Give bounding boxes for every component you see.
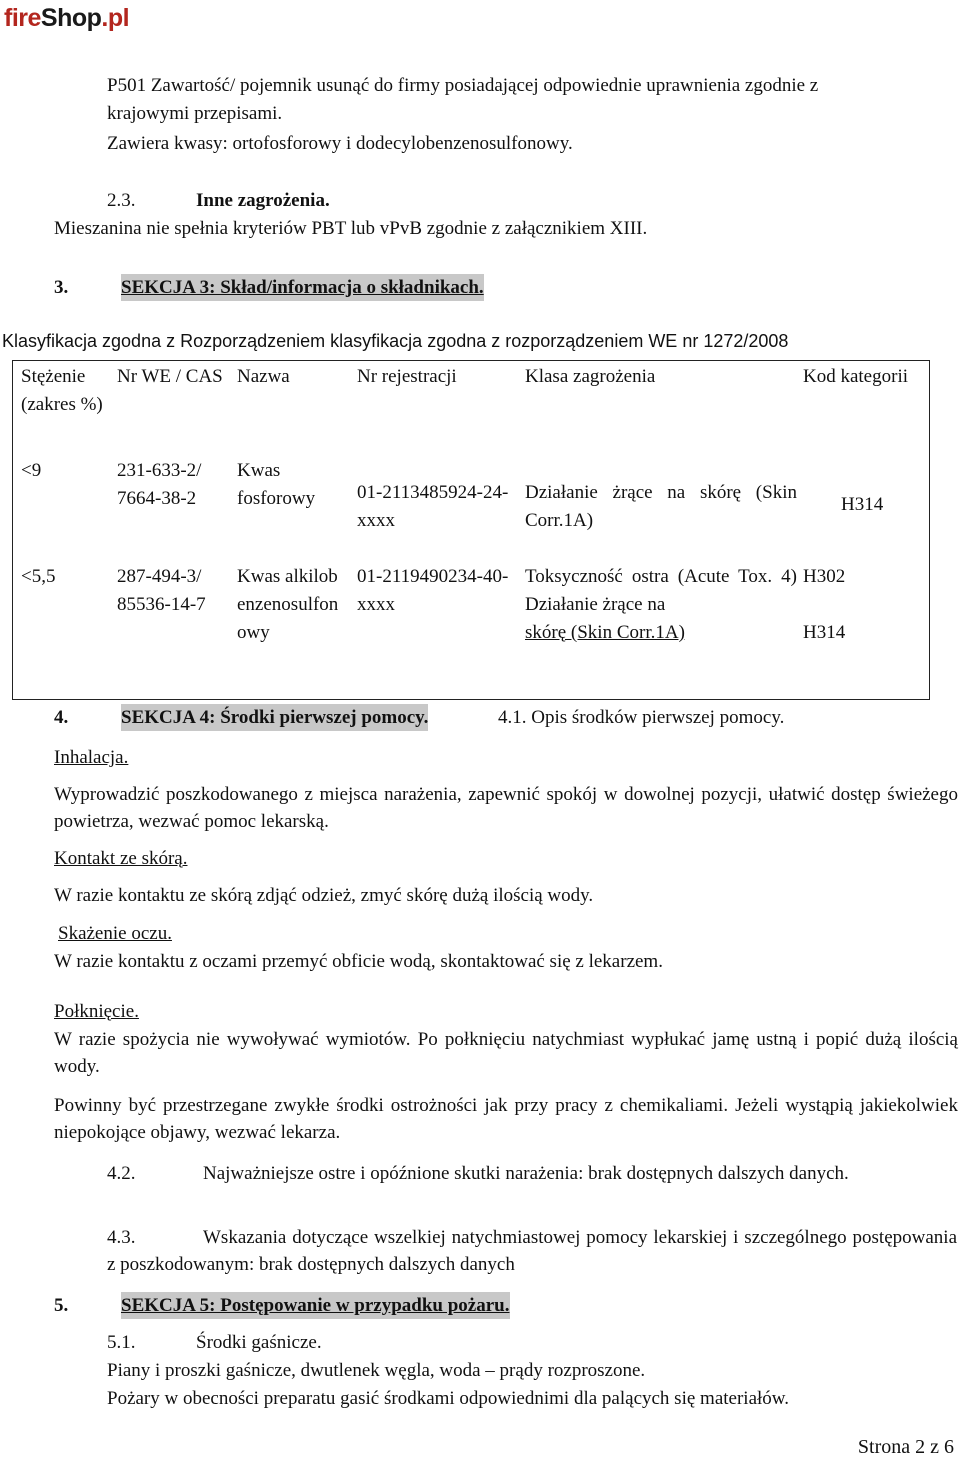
header-registration: Nr rejestracji bbox=[357, 366, 457, 387]
row2-name: Kwas alkilobenzenosulfonowy bbox=[237, 566, 339, 643]
row1-registration: 01-2113485924-24-xxxx bbox=[357, 482, 509, 531]
row2-code-h302: H302 bbox=[803, 566, 846, 587]
row2-concentration: <5,5 bbox=[21, 566, 56, 587]
page-number: Strona 2 z 6 bbox=[857, 1436, 954, 1458]
section-4-title: SEKCJA 4: Środki pierwszej pomocy. bbox=[121, 704, 428, 731]
extinguishing-line1: Piany i proszki gaśnicze, dwutlenek węgla, woda – prądy rozproszone. bbox=[107, 1360, 646, 1381]
section-3-title: SEKCJA 3: Skład/informacja o składnikach. bbox=[121, 274, 484, 301]
row2-number: 287-494-3/ 85536-14-7 bbox=[117, 566, 206, 615]
inhalation-text: Wyprowadzić poszkodowanego z miejsca narażenia, zapewnić spokój w dowolnej pozycji, ułatwić dostęp świeżego powietrza, wezwać pomoc lekarską. bbox=[54, 784, 958, 832]
section-2-3-title: Inne zagrożenia. bbox=[196, 190, 330, 211]
swallowing-heading: Połknięcie. bbox=[54, 1001, 139, 1022]
section-2-3-text: Mieszanina nie spełnia kryteriów PBT lub vPvB zgodnie z załącznikiem XIII. bbox=[54, 218, 648, 239]
section-4-2-text: Najważniejsze ostre i opóźnione skutki narażenia: brak dostępnych dalszych danych. bbox=[203, 1163, 849, 1184]
inhalation-heading: Inhalacja. bbox=[54, 747, 129, 768]
header-concentration: Stężenie (zakres %) bbox=[21, 366, 103, 415]
skin-contact-heading: Kontakt ze skórą. bbox=[54, 848, 188, 869]
section-4-3-number: 4.3. bbox=[107, 1227, 136, 1248]
section-2-3-number: 2.3. bbox=[107, 190, 136, 211]
swallowing-text bbox=[54, 1026, 958, 1080]
section-3-number: 3. bbox=[54, 277, 69, 298]
row2-registration: 01-2119490234-40-xxxx bbox=[357, 566, 509, 615]
p501-line2: krajowymi przepisami. bbox=[107, 103, 283, 124]
header-number: Nr WE / CAS bbox=[117, 366, 223, 387]
header-hazard: Klasa zagrożenia bbox=[525, 366, 656, 387]
logo-part-domain: .pl bbox=[101, 4, 130, 32]
logo-part-fire: fire bbox=[4, 4, 41, 32]
fireshop-logo bbox=[4, 3, 129, 33]
row1-hazard: Działanie żrące na skórę (Skin Corr.1A) bbox=[525, 482, 797, 531]
row1-name: Kwas fosforowy bbox=[237, 460, 316, 509]
swallowing-text-a: W razie spożycia nie wywoływać wymiotów. bbox=[54, 1029, 411, 1050]
eye-contact-text: W razie kontaktu z oczami przemyć obficie wodą, skontaktować się z lekarzem. bbox=[54, 951, 663, 972]
section-5-title: SEKCJA 5: Postępowanie w przypadku pożaru. bbox=[121, 1292, 510, 1319]
p501-line1: P501 Zawartość/ pojemnik usunąć do firmy posiadającej odpowiednie uprawnienia zgodnie z bbox=[107, 75, 819, 96]
header-name: Nazwa bbox=[237, 366, 290, 387]
row1-code-h314: H314 bbox=[841, 494, 884, 515]
header-code: Kod kategorii bbox=[803, 366, 909, 387]
section-5-1-number: 5.1. bbox=[107, 1332, 136, 1353]
row2-code-h314: H314 bbox=[803, 622, 846, 643]
classification-note: Klasyfikacja zgodna z Rozporządzeniem klasyfikacja zgodna z rozporządzeniem WE nr 1272/2008 bbox=[2, 331, 789, 351]
section-4-3-text: Wskazania dotyczące wszelkiej natychmiastowej pomocy lekarskiej i szczególnego postępowania z poszkodowanym: brak dostępnych dalszych danych bbox=[107, 1227, 957, 1275]
composition-table bbox=[12, 360, 930, 700]
general-caution-text: Powinny być przestrzegane zwykłe środki ostrożności jak przy pracy z chemikaliami. Jeżeli wystąpią jakiekolwiek niepokojące objawy, wezwać lekarza. bbox=[54, 1095, 958, 1143]
row1-number: 231-633-2/ 7664-38-2 bbox=[117, 460, 202, 509]
section-4-2-number: 4.2. bbox=[107, 1163, 136, 1184]
skin-contact-text: W razie kontaktu ze skórą zdjąć odzież, zmyć skórę dużą ilością wody. bbox=[54, 885, 594, 906]
section-4-number: 4. bbox=[54, 707, 69, 728]
section-5-number: 5. bbox=[54, 1295, 69, 1316]
logo-part-shop: Shop bbox=[40, 4, 102, 32]
extinguishing-line2: Pożary w obecności preparatu gasić środkami odpowiednimi dla palących się materiałów. bbox=[107, 1388, 790, 1409]
section-4-1-title: 4.1. Opis środków pierwszej pomocy. bbox=[498, 707, 785, 728]
section-5-1-title: Środki gaśnicze. bbox=[196, 1332, 322, 1353]
row2-hazard-skin-corr: skórę (Skin Corr.1A) bbox=[525, 622, 685, 643]
eye-contact-heading: Skażenie oczu. bbox=[58, 923, 172, 944]
swallowing-text-b: Po połknięciu natychmiast wypłukać jamę ustną i popić dużą ilością wody. bbox=[54, 1029, 958, 1077]
mixture-acids-line: Zawiera kwasy: ortofosforowy i dodecylobenzenosulfonowy. bbox=[107, 133, 573, 154]
row2-hazard-text: Toksyczność ostra (Acute Tox. 4) Działanie żrące na bbox=[525, 566, 797, 615]
row1-concentration: <9 bbox=[21, 460, 42, 481]
